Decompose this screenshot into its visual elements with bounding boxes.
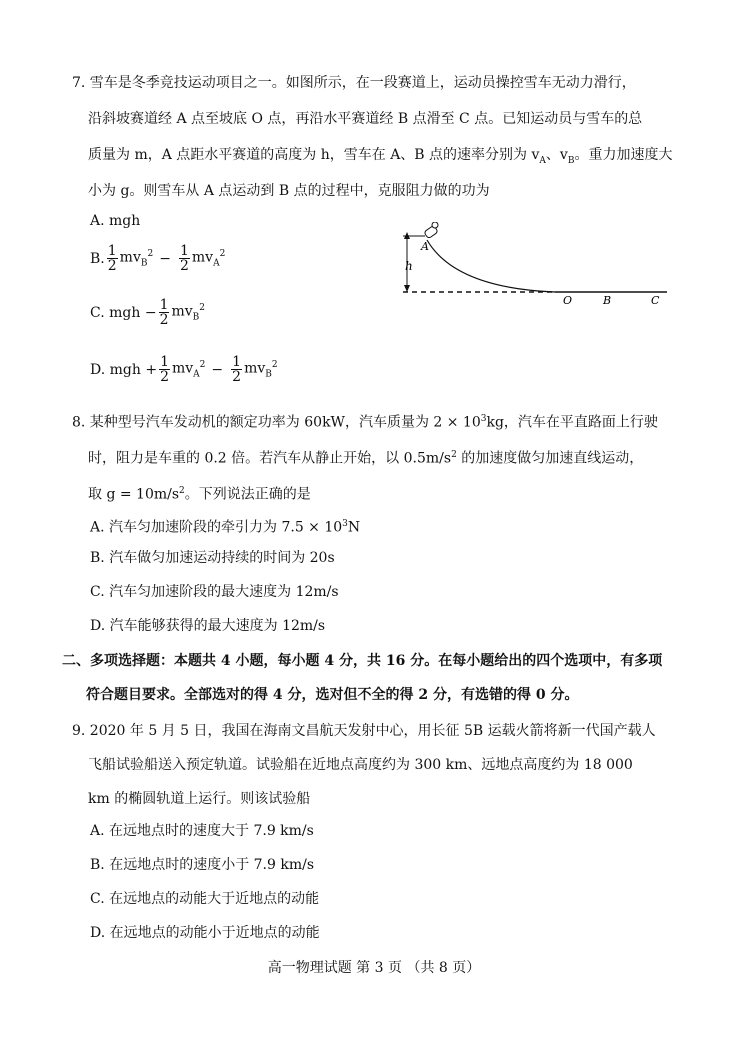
- section2-line2: 符合题目要求。全部选对的得 4 分，选对但不全的得 2 分，有选错的得 0 分。: [86, 687, 579, 703]
- fraction-half: $\frac{1}{2}$: [159, 297, 169, 328]
- q8-option-c: C. 汽车匀加速阶段的最大速度为 12m/s: [90, 584, 339, 600]
- q8-line1: 8. 某种型号汽车发动机的额定功率为 60kW，汽车质量为 $2 \times 10^3kg$，汽车在平直路面上行驶: [72, 414, 658, 431]
- q8-option-a: A. 汽车匀加速阶段的牵引力为 $7.5 \times 10^3N$: [90, 519, 361, 536]
- q8-option-d: D. 汽车能够获得的最大速度为 12m/s: [90, 618, 326, 634]
- label-C: C: [651, 294, 660, 307]
- q9-option-c: C. 在远地点的动能大于近地点的动能: [90, 891, 320, 907]
- q7-figure: [395, 222, 675, 312]
- q9-line2: 飞船试验船送入预定轨道。试验船在近地点高度约为 300 km、远地点高度约为 18 000: [88, 757, 633, 773]
- q7-line3: 质量为 m，A 点距水平赛道的高度为 h，雪车在 A、B 点的速率分别为 $v_A$、$v_B$。重力加速度大: [88, 147, 673, 166]
- q7-line4: 小为 g。则雪车从 A 点运动到 B 点的过程中，克服阻力做的功为: [88, 183, 490, 199]
- height-arrow-bottom: [404, 285, 410, 292]
- page-footer: 高一物理试题 第 3 页 （共 8 页）: [267, 960, 481, 976]
- label-A: A: [421, 240, 429, 253]
- q9-option-b: B. 在远地点时的速度小于 7.9 km/s: [90, 857, 315, 873]
- fraction-half: $\frac{1}{2}$: [232, 354, 242, 385]
- slope-track: [427, 240, 555, 292]
- q7-option-d: D. mgh + $\frac{1}{2}$ $mv_A^2$ − $\frac{1}{2}$ $mv_B^2$: [90, 354, 278, 385]
- q7-line1: 7. 雪车是冬季竞技运动项目之一。如图所示，在一段赛道上，运动员操控雪车无动力滑行，: [72, 75, 636, 91]
- fraction-half: $\frac{1}{2}$: [179, 243, 189, 274]
- q9-line3: km 的椭圆轨道上运行。则该试验船: [88, 791, 311, 807]
- label-O: O: [563, 294, 573, 307]
- q8-line3: 取 $g = 10m/s^2$。下列说法正确的是: [88, 486, 311, 503]
- fraction-half: $\frac{1}{2}$: [107, 243, 117, 274]
- section2-line1: 二、多项选择题：本题共 4 小题，每小题 4 分，共 16 分。在每小题给出的四个选项中，有多项: [62, 653, 663, 669]
- q9-option-a: A. 在远地点时的速度大于 7.9 km/s: [90, 823, 314, 839]
- q7-option-c: C. mgh − $\frac{1}{2}$ $mv_B^2$: [90, 297, 206, 328]
- sled-icon: [424, 222, 438, 239]
- q7-option-a: A. mgh: [90, 213, 141, 229]
- label-B: B: [603, 294, 612, 307]
- q9-option-d: D. 在远地点的动能小于近地点的动能: [90, 925, 320, 941]
- label-h: h: [405, 259, 413, 273]
- q8-option-b: B. 汽车做匀加速运动持续的时间为 20s: [90, 550, 335, 566]
- q7-option-b: B. $\frac{1}{2}$ $mv_B^2$ − $\frac{1}{2}$ $mv_A^2$: [90, 243, 226, 274]
- q9-line1: 9. 2020 年 5 月 5 日，我国在海南文昌航天发射中心，用长征 5B 运载火箭将新一代国产载人: [72, 723, 656, 739]
- fraction-half: $\frac{1}{2}$: [160, 354, 169, 385]
- q7-line2: 沿斜坡赛道经 A 点至坡底 O 点，再沿水平赛道经 B 点滑至 C 点。已知运动员与雪车的总: [88, 111, 643, 127]
- q8-line2: 时，阻力是车重的 0.2 倍。若汽车从静止开始，以 $0.5m/s^2$ 的加速度做匀加速直线运动，: [88, 450, 644, 467]
